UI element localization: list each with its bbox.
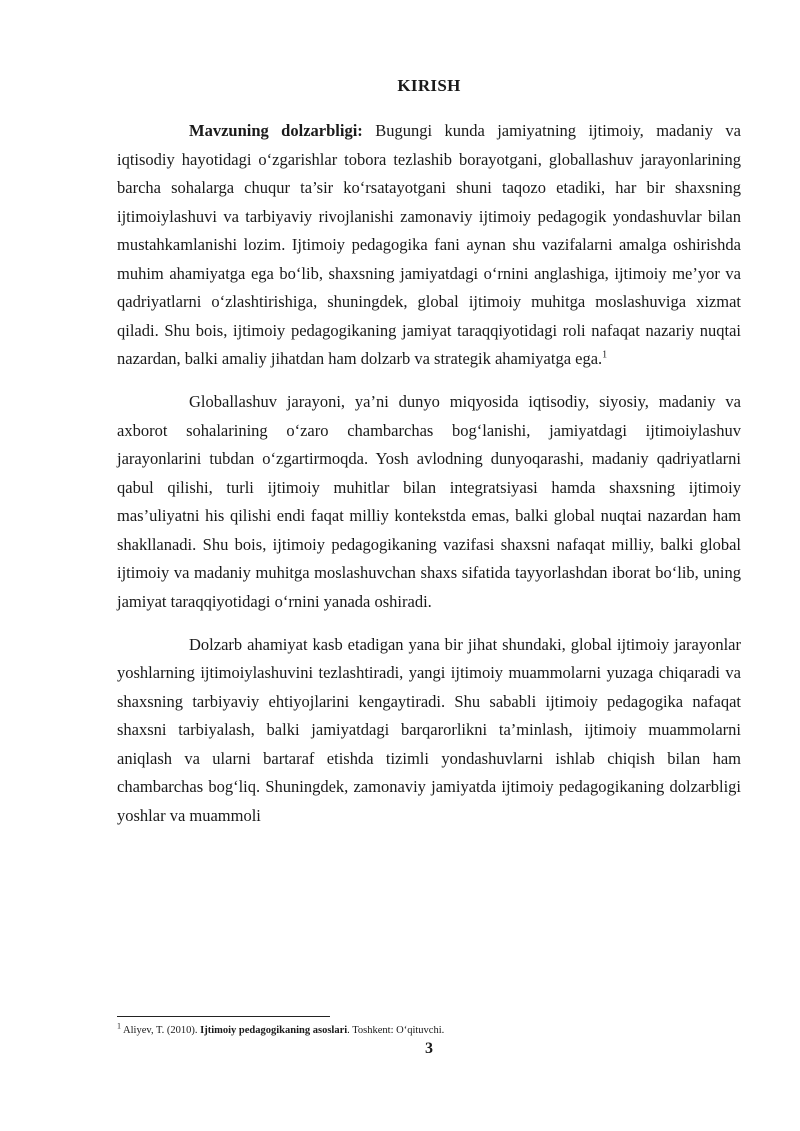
- paragraph-text: Bugungi kunda jamiyatning ijtimoiy, madaniy va iqtisodiy hayotidagi o‘zgarishlar tobora tezlashib borayotgani, globallashuv jarayonlarining barcha sohalarga chuqur ta’sir ko‘rsatayotgani shuni taqozo etadiki, har bir shaxsning ijtimoiylashuvi va tarbiyaviy rivojlanishi zamonaviy ijtimoiy pedagogik yondashuvlar bilan mustahkamlanishi lozim. Ijtimoiy pedagogika fani aynan shu vazifalarni amalga oshirishda muhim ahamiyatga ega bo‘lib, shaxsning jamiyatdagi o‘rnini anglashiga, ijtimoiy me’yor va qadriyatlarni o‘zlashtirishiga, shuningdek, global ijtimoiy muhitga moslashuviga xizmat qiladi. Shu bois, ijtimoiy pedagogikaning jamiyat taraqqiyotidagi roli nafaqat nazariy nuqtai nazardan, balki amaliy jihatdan ham dolzarb va strategik ahamiyatga ega.: [117, 121, 742, 368]
- page-number: 3: [425, 1040, 433, 1057]
- paragraph-text: Globallashuv jarayoni, ya’ni dunyo miqyosida iqtisodiy, siyosiy, madaniy va axborot sohalarining o‘zaro chambarchas bog‘lanishi, jamiyatdagi ijtimoiylashuv jarayonlarini tubdan o‘zgartirmoqda. Yosh avlodning dunyoqarashi, madaniy qadriyatlarni qabul qilishi, turli ijtimoiy muhitlar bilan integratsiyasi hamda shaxsning ijtimoiy mas’uliyatni his qilishi endi faqat milliy kontekstda emas, balki global nuqtai nazardan ham shakllanadi. Shu bois, ijtimoiy pedagogikaning vazifasi shaxsni nafaqat milliy, balki global ijtimoiy va madaniy muhitga moslashuvchan shaxs sifatida tayyorlashdan iborat bo‘lib, uning jamiyat taraqqiyotidagi o‘rnini yanada oshiradi.: [117, 392, 741, 611]
- paragraph-1: [117, 117, 741, 374]
- body-text: [117, 117, 741, 845]
- footnote: [117, 1021, 741, 1038]
- footnote-title: Ijtimoiy pedagogikaning asoslari: [200, 1025, 348, 1036]
- paragraph-text: Dolzarb ahamiyat kasb etadigan yana bir jihat shundaki, global ijtimoiy jarayonlar yoshlarning ijtimoiylashuvini tezlashtiradi, yangi ijtimoiy muammolarni yuzaga chiqaradi va shaxsning tarbiyaviy ehtiyojlarini kengaytiradi. Shu sababli ijtimoiy pedagogika nafaqat shaxsni tarbiyalash, balki jamiyatdagi barqarorlikni ta’minlash, ijtimoiy muammolarni aniqlash va ularni bartaraf etishda tizimli yondashuvlarni ishlab chiqish bilan ham chambarchas bog‘liq. Shuningdek, zamonaviy jamiyatda ijtimoiy pedagogikaning dolzarbligi yoshlar va muammoli: [117, 634, 741, 825]
- footnote-marker: 1: [117, 1021, 121, 1031]
- footnote-separator: [117, 1016, 330, 1017]
- footnote-author: Aliyev, T. (2010).: [121, 1025, 201, 1036]
- page-title: KIRISH: [397, 76, 461, 95]
- paragraph-lead: Mavzuning dolzarbligi:: [189, 121, 363, 140]
- paragraph-3: [117, 631, 741, 831]
- document-page: [117, 0, 741, 1131]
- footnote-reference[interactable]: 1: [602, 349, 608, 361]
- footnote-publisher: . Toshkent: O‘qituvchi.: [347, 1025, 445, 1036]
- paragraph-2: [117, 388, 741, 616]
